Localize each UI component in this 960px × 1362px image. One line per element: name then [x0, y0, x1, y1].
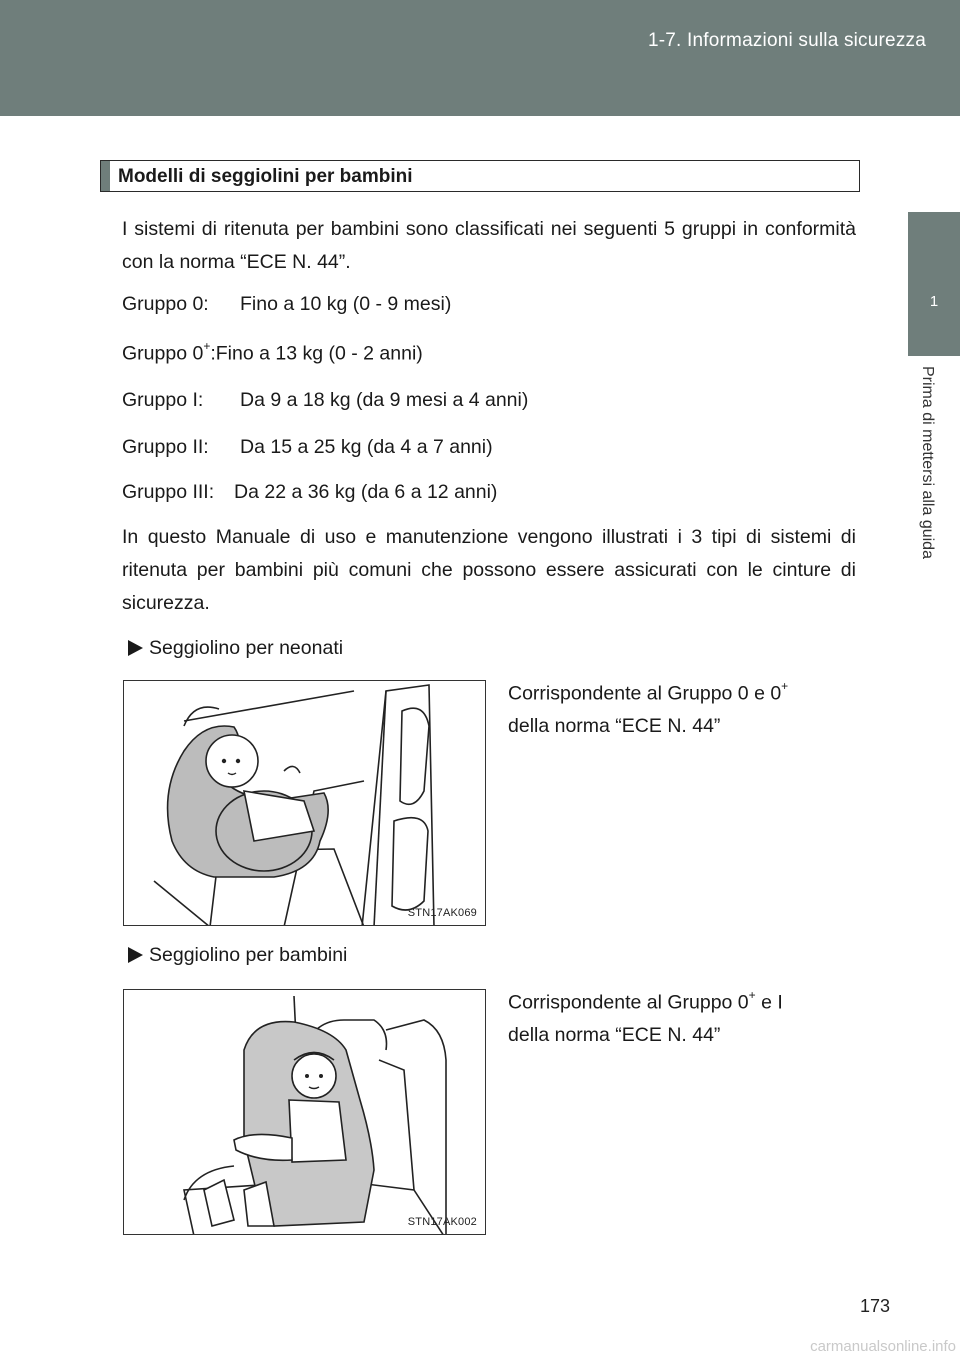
figure-code: STN17AK002	[407, 1216, 477, 1228]
figure-code: STN17AK069	[407, 907, 477, 919]
section-title: Modelli di seggiolini per bambini	[118, 166, 413, 187]
group-label: Gruppo I:	[122, 389, 204, 411]
child-seat-illustration	[123, 989, 486, 1235]
chapter-side-label	[912, 366, 942, 626]
watermark: carmanualsonline.info	[810, 1338, 956, 1355]
chapter-tab	[908, 212, 960, 356]
group-label: Gruppo 0:	[122, 293, 209, 315]
page-header	[0, 0, 960, 116]
triangle-bullet-icon	[128, 947, 143, 963]
group-label: Gruppo II:	[122, 436, 209, 458]
item-title: Seggiolino per neonati	[149, 637, 344, 659]
triangle-bullet-icon	[128, 640, 143, 656]
group-value: Da 22 a 36 kg (da 6 a 12 anni)	[234, 481, 498, 503]
item-heading	[128, 637, 343, 660]
manual-paragraph: In questo Manuale di uso e manutenzione vengono illustrati i 3 tipi di sistemi di ritenuta per bambini più comuni che possono essere assicurati con le cinture di sicurezza.	[122, 526, 856, 614]
item-caption: Corrispondente al Gruppo 0 e 0+ della norma “ECE N. 44”	[508, 679, 789, 737]
section-accent-bar	[101, 161, 110, 191]
header-title: 1-7. Informazioni sulla sicurezza	[648, 30, 926, 51]
infant-seat-drawing	[124, 681, 486, 926]
chapter-label: Prima di mettersi alla guida	[919, 366, 936, 559]
item-title: Seggiolino per bambini	[149, 944, 348, 966]
group-value: Fino a 10 kg (0 - 9 mesi)	[240, 293, 452, 315]
group-label: Gruppo III:	[122, 481, 215, 503]
group-value: Fino a 13 kg (0 - 2 anni)	[215, 342, 423, 365]
page-number: 173	[859, 1296, 890, 1316]
item-caption: Corrispondente al Gruppo 0+ e I della norma “ECE N. 44”	[508, 988, 783, 1046]
chapter-number: 1	[929, 293, 939, 310]
group-value: Da 15 a 25 kg (da 4 a 7 anni)	[240, 436, 493, 458]
group-value: Da 9 a 18 kg (da 9 mesi a 4 anni)	[240, 389, 529, 411]
group-label: Gruppo 0+:Fino a 13 kg (0 - 2 anni)	[122, 339, 423, 365]
item-heading	[128, 944, 347, 967]
section-heading	[100, 160, 860, 192]
infant-seat-illustration	[123, 680, 486, 926]
child-seat-drawing	[124, 990, 486, 1235]
intro-paragraph: I sistemi di ritenuta per bambini sono classificati nei seguenti 5 gruppi in conformità con la norma “ECE N. 44”.	[122, 218, 856, 273]
